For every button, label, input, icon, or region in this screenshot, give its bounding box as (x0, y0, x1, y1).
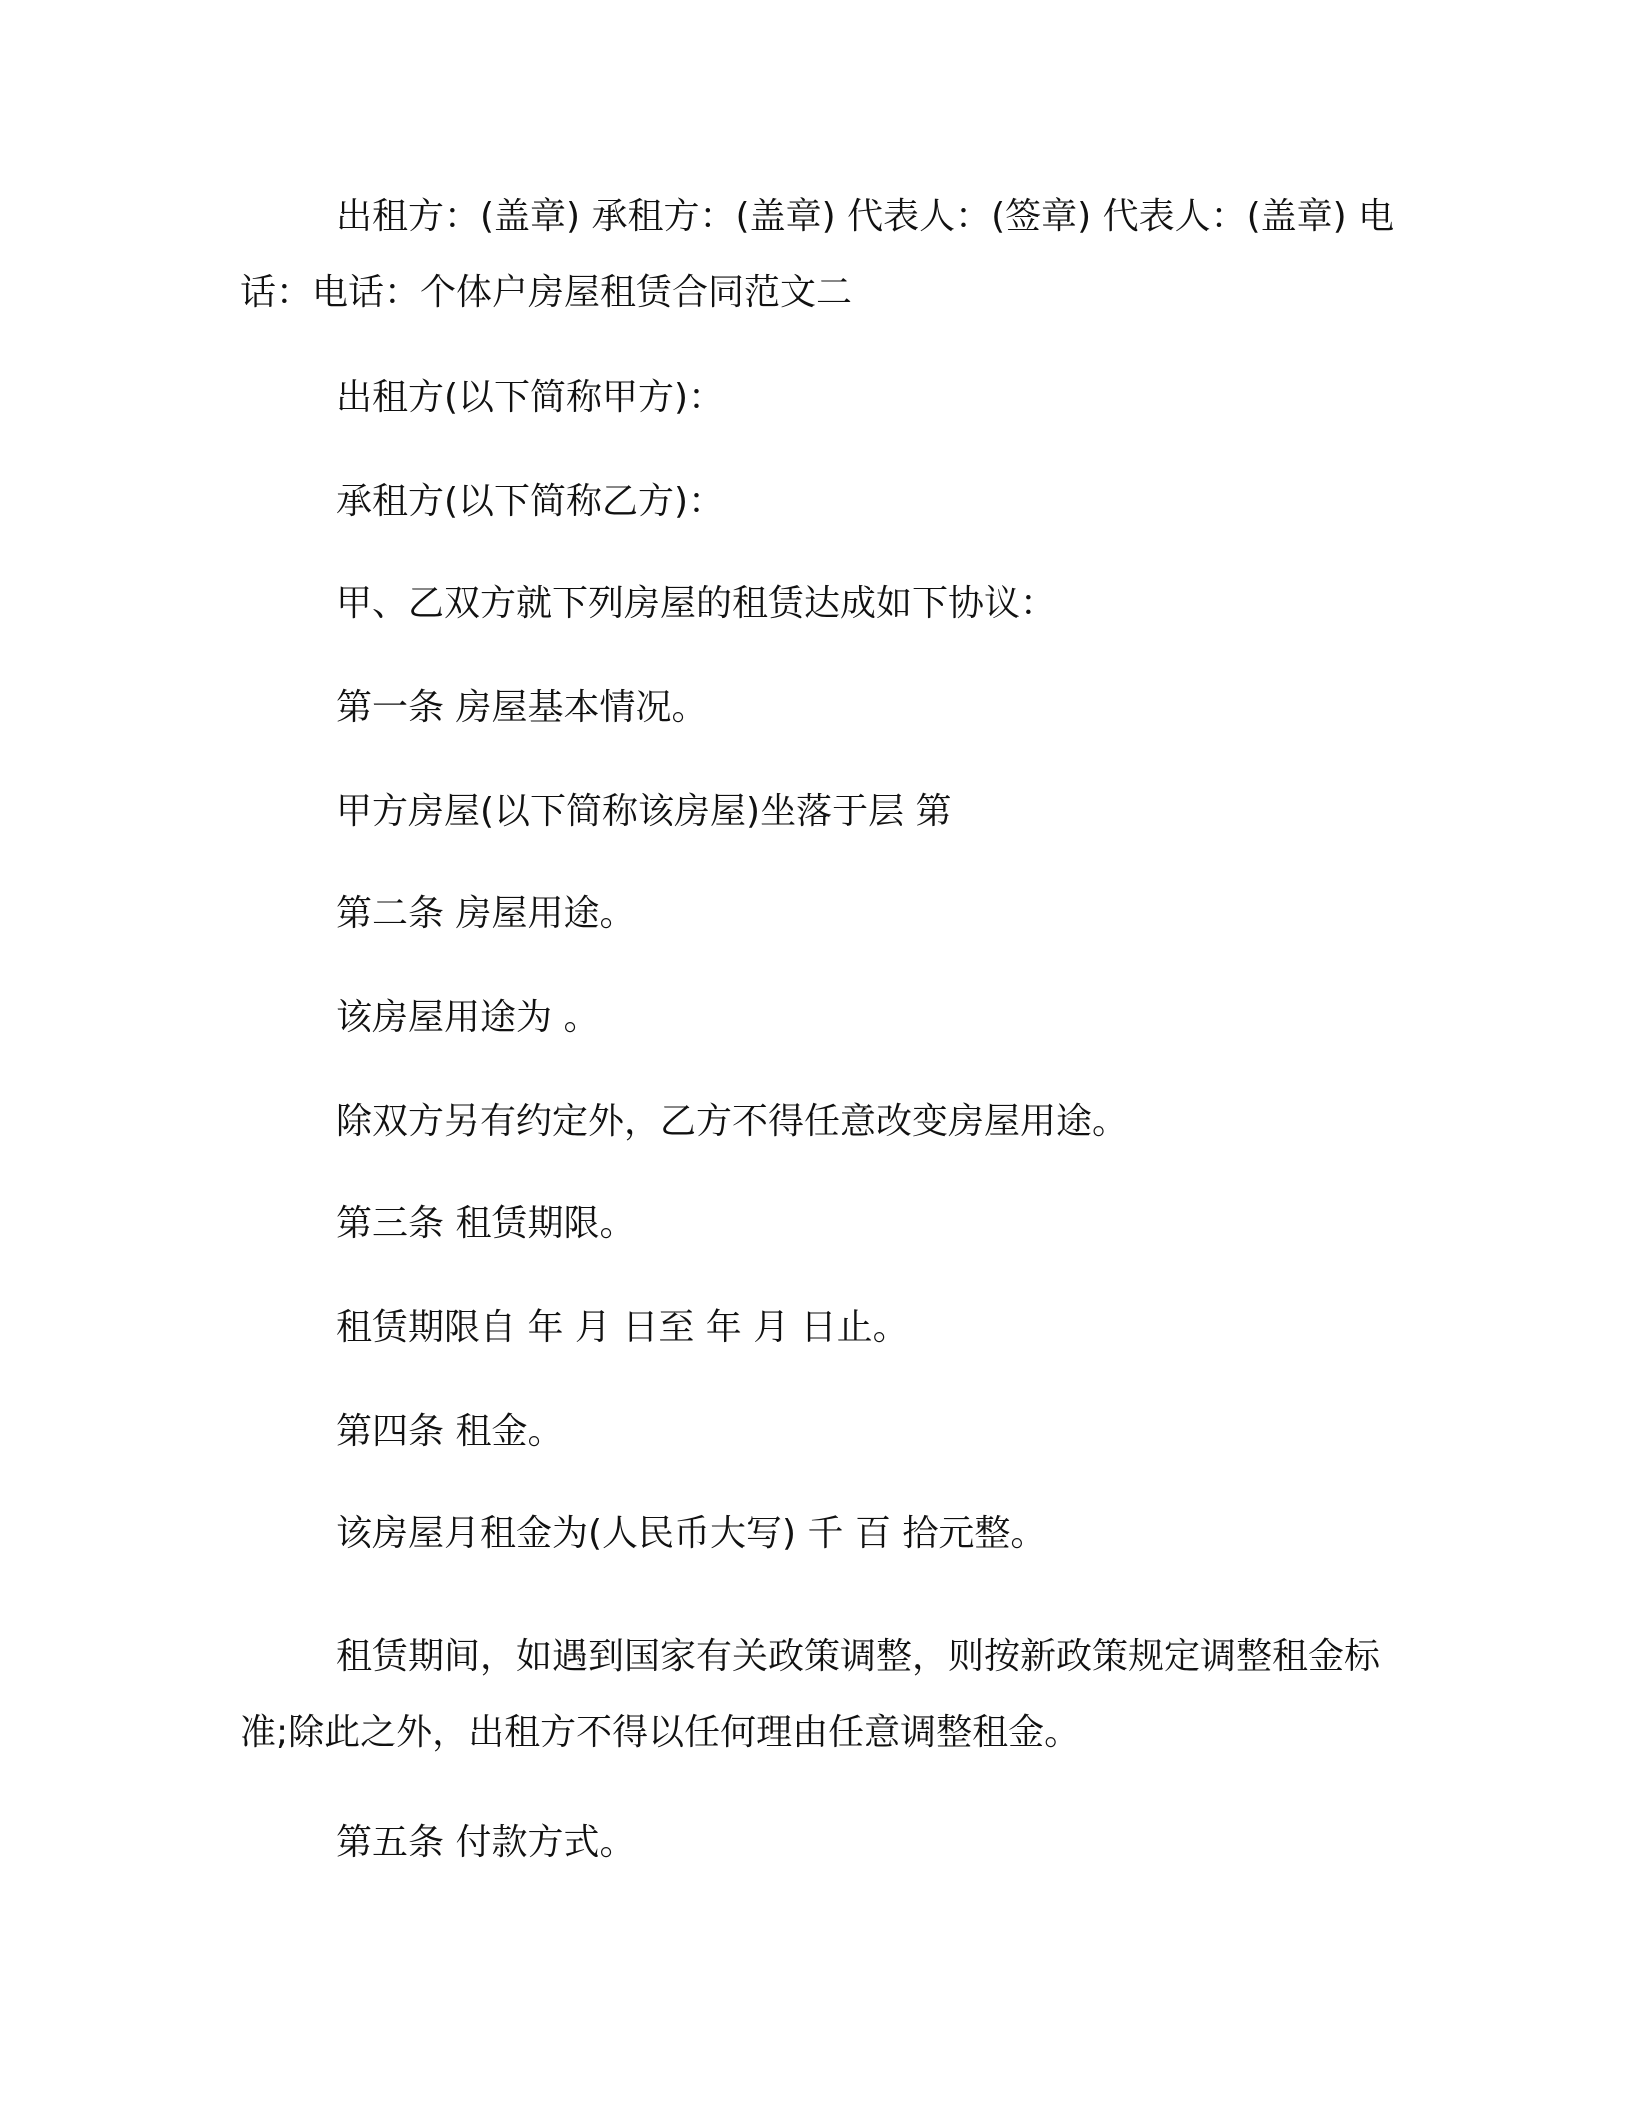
article-4-adjustment-clause: 租赁期间，如遇到国家有关政策调整，则按新政策规定调整租金标准;除此之外，出租方不得以任何理由任意调整租金。 (240, 1636, 1381, 1753)
signature-block-paragraph: 出租方：(盖章) 承租方：(盖章) 代表人：(签章) 代表人：(盖章) 电话：电话：个体户房屋租赁合同范文二 (240, 196, 1395, 313)
agreement-intro: 甲、乙双方就下列房屋的租赁达成如下协议： (336, 583, 1057, 624)
article-5-heading: 第五条 付款方式。 (336, 1822, 636, 1863)
article-1-heading: 第一条 房屋基本情况。 (336, 687, 708, 728)
lessee-line: 承租方(以下简称乙方)： (336, 481, 725, 522)
article-3-heading: 第三条 租赁期限。 (336, 1203, 636, 1244)
article-2-body: 该房屋用途为 。 (336, 997, 600, 1038)
lessor-line: 出租方(以下简称甲方)： (336, 377, 725, 418)
article-2-heading: 第二条 房屋用途。 (336, 893, 636, 934)
article-4-heading: 第四条 租金。 (336, 1411, 564, 1452)
article-3-body: 租赁期限自 年 月 日至 年 月 日止。 (336, 1307, 909, 1348)
article-1-body: 甲方房屋(以下简称该房屋)坐落于层 第 (336, 791, 952, 832)
article-4-body: 该房屋月租金为(人民币大写) 千 百 拾元整。 (336, 1513, 1047, 1554)
article-2-clause: 除双方另有约定外，乙方不得任意改变房屋用途。 (336, 1101, 1129, 1142)
